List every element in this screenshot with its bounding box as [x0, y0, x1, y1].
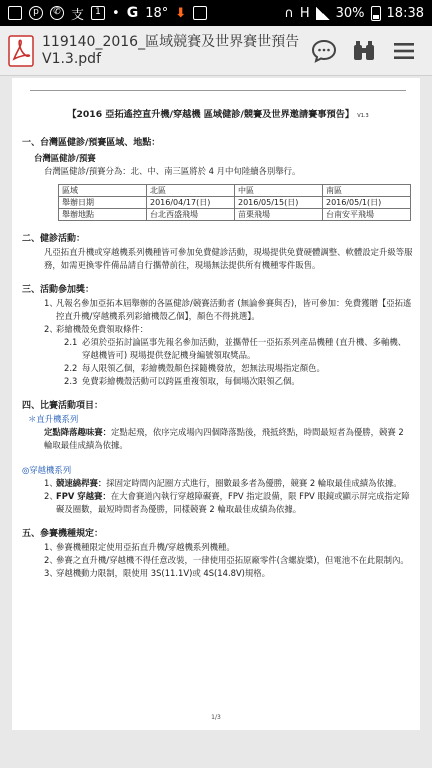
- list-item: [44, 554, 414, 567]
- pinterest-icon: p: [29, 6, 43, 20]
- sub-item: [64, 336, 414, 362]
- section-1-subtitle: 台灣區健診/預賽: [34, 153, 96, 163]
- page-number: 1/3: [211, 714, 221, 721]
- nav-text: 支: [71, 7, 85, 23]
- section-3-title: 三、活動參加獎：: [22, 285, 95, 295]
- item-number: 3、: [44, 568, 58, 578]
- battery-percent: 30%: [335, 5, 365, 21]
- section-1-title: 一、台灣區健診/預賽區域、地點：: [22, 138, 161, 148]
- sub-number: 2.2: [64, 363, 78, 373]
- item-number: 2、: [44, 555, 58, 565]
- item-number: 1、: [44, 478, 58, 488]
- table-cell: 2016/04/17(日): [147, 197, 235, 209]
- table-cell: 2016/05/1(日): [323, 197, 411, 209]
- section-1-text: 台灣區健診/預賽分為：北、中、南三區將於 4 月中旬陸續各別舉行。: [44, 166, 301, 176]
- heli-event-name: 定點降落趣味賽：: [44, 427, 111, 437]
- table-cell: 舉辦日期: [59, 197, 147, 209]
- section-4-title: 四、比賽活動項目：: [22, 401, 104, 411]
- item-number: 1、: [44, 542, 58, 552]
- list-item: [44, 297, 414, 323]
- document-title: 119140_2016_區域競賽及世界賽世預告 V1.3.pdf: [42, 33, 300, 67]
- item-number: 2、: [44, 324, 58, 334]
- list-item: [44, 541, 414, 554]
- item-text: 凡報名參加亞拓本屆舉辦的各區健診/競賽活動者 (無論參賽與否)，皆可參加：免費獲贈【亞拓遙控直升機/穿越機系列彩繪機殼乙個】，顏色不得挑選】。: [56, 298, 412, 321]
- menu-button[interactable]: [384, 31, 424, 71]
- whatsapp-icon: ✆: [50, 6, 64, 20]
- item-number: 2、: [44, 491, 58, 501]
- list-item: [44, 323, 414, 336]
- heading-text: 【2016 亞拓遙控直升機/穿越機 區域健診/競賽及世界邀請賽事預告】: [67, 109, 355, 120]
- version-label: V1.3: [357, 113, 369, 119]
- pdf-page[interactable]: [12, 78, 420, 730]
- document-heading: [22, 108, 414, 123]
- table-cell: 台南安平飛場: [323, 209, 411, 221]
- list-item: [44, 567, 414, 580]
- pdf-icon: [8, 35, 34, 67]
- table-cell: 2016/05/15(日): [235, 197, 323, 209]
- item-number: 1、: [44, 298, 58, 308]
- temperature: 18°: [145, 5, 169, 21]
- battery-icon: [371, 6, 381, 21]
- table-cell: 舉辦地點: [59, 209, 147, 221]
- item-text: 彩繪機殼免費領取條件：: [56, 324, 149, 334]
- status-bar: [0, 0, 432, 26]
- headset-icon: ∩: [284, 5, 294, 21]
- event-text: 在大會賽道內執行穿越障礙賽，FPV 指定設備，限 FPV 眼鏡或顯示屏完成指定障礙及圈數，最短時間者為優勝，同樣競賽 2 輪取最佳成績為依據。: [56, 491, 410, 514]
- table-cell: 南區: [323, 185, 411, 197]
- signal-icon: [316, 7, 330, 20]
- list-item: [44, 477, 414, 490]
- comment-button[interactable]: [304, 31, 344, 71]
- item-text: 參賽機種限定使用亞拓直升機/穿越機系列機種。: [56, 542, 235, 552]
- calendar-badge-icon: 1: [91, 6, 105, 20]
- download-icon: ⬇: [175, 5, 187, 21]
- sub-item: [64, 375, 414, 388]
- section-2-text: 凡亞拓直升機或穿越機系列機種皆可參加免費健診活動，現場提供免費硬體調整、軟體設定升級等服務，如需更換零件備品請自行攜帶前往，現場無法提供所有機種零件販售。: [44, 247, 413, 270]
- table-row: [59, 185, 411, 197]
- carrier-indicator: H: [299, 5, 310, 21]
- app-bar: [0, 26, 432, 76]
- table-cell: 北區: [147, 185, 235, 197]
- event-text: 採固定時間內記圈方式進行，圈數最多者為優勝，競賽 2 輪取最佳成績為依據。: [106, 478, 402, 488]
- sub-text: 必須於亞拓討論區事先報名參加活動，並攜帶任一亞拓系列產品機種 (直升機、多軸機、穿越機皆可) 現場提供登記機身編號領取獎品。: [82, 337, 407, 360]
- search-button[interactable]: [344, 31, 384, 71]
- search-binoculars-icon: [352, 39, 376, 63]
- list-item: [44, 490, 414, 516]
- sub-number: 2.3: [64, 376, 78, 386]
- item-text: 穿越機動力限制，限使用 3S(11.1V)或 4S(14.8V)規格。: [56, 568, 271, 578]
- sub-item: [64, 362, 414, 375]
- heli-series-label: ＊直升機系列: [28, 414, 79, 424]
- menu-icon: [392, 39, 416, 63]
- sub-number: 2.1: [64, 337, 78, 347]
- item-text: 參賽之直升機/穿越機不得任意改裝，一律使用亞拓原廠零件(含螺旋槳)，但電池不在此限制內。: [56, 555, 409, 565]
- event-name: FPV 穿越賽：: [56, 491, 111, 501]
- top-divider: [30, 90, 406, 91]
- section-5-title: 五、參賽機種規定：: [22, 529, 104, 539]
- table-cell: 苗栗飛場: [235, 209, 323, 221]
- fpv-series-label: ◎穿越機系列: [22, 465, 72, 475]
- table-cell: 區域: [59, 185, 147, 197]
- section-2-title: 二、健診活動：: [22, 234, 86, 244]
- sub-text: 每人限領乙個，彩繪機殼顏色採隨機發放，恕無法現場指定顏色。: [82, 363, 325, 373]
- table-cell: 台北西盛飛場: [147, 209, 235, 221]
- table-row: [59, 197, 411, 209]
- google-icon: G: [126, 5, 139, 21]
- notification-square-icon: [8, 6, 22, 20]
- clock: 18:38: [386, 5, 424, 21]
- heli-event: [44, 426, 414, 452]
- sub-text: 免費彩繪機殼活動可以跨區重複領取，每個場次限領乙個。: [82, 376, 300, 386]
- table-row: [59, 209, 411, 221]
- event-name: 競速繞桿賽：: [56, 478, 107, 488]
- heli-event-text: 定點起飛，依序完成場內四個降落點後，飛抵終點，時間最短者為優勝，競賽 2 輪取最佳成績為依據。: [44, 427, 404, 450]
- table-cell: 中區: [235, 185, 323, 197]
- comment-icon: [311, 38, 337, 64]
- region-table: [58, 184, 411, 221]
- more-dots-icon: •: [112, 5, 120, 21]
- vibrate-icon: [193, 6, 207, 20]
